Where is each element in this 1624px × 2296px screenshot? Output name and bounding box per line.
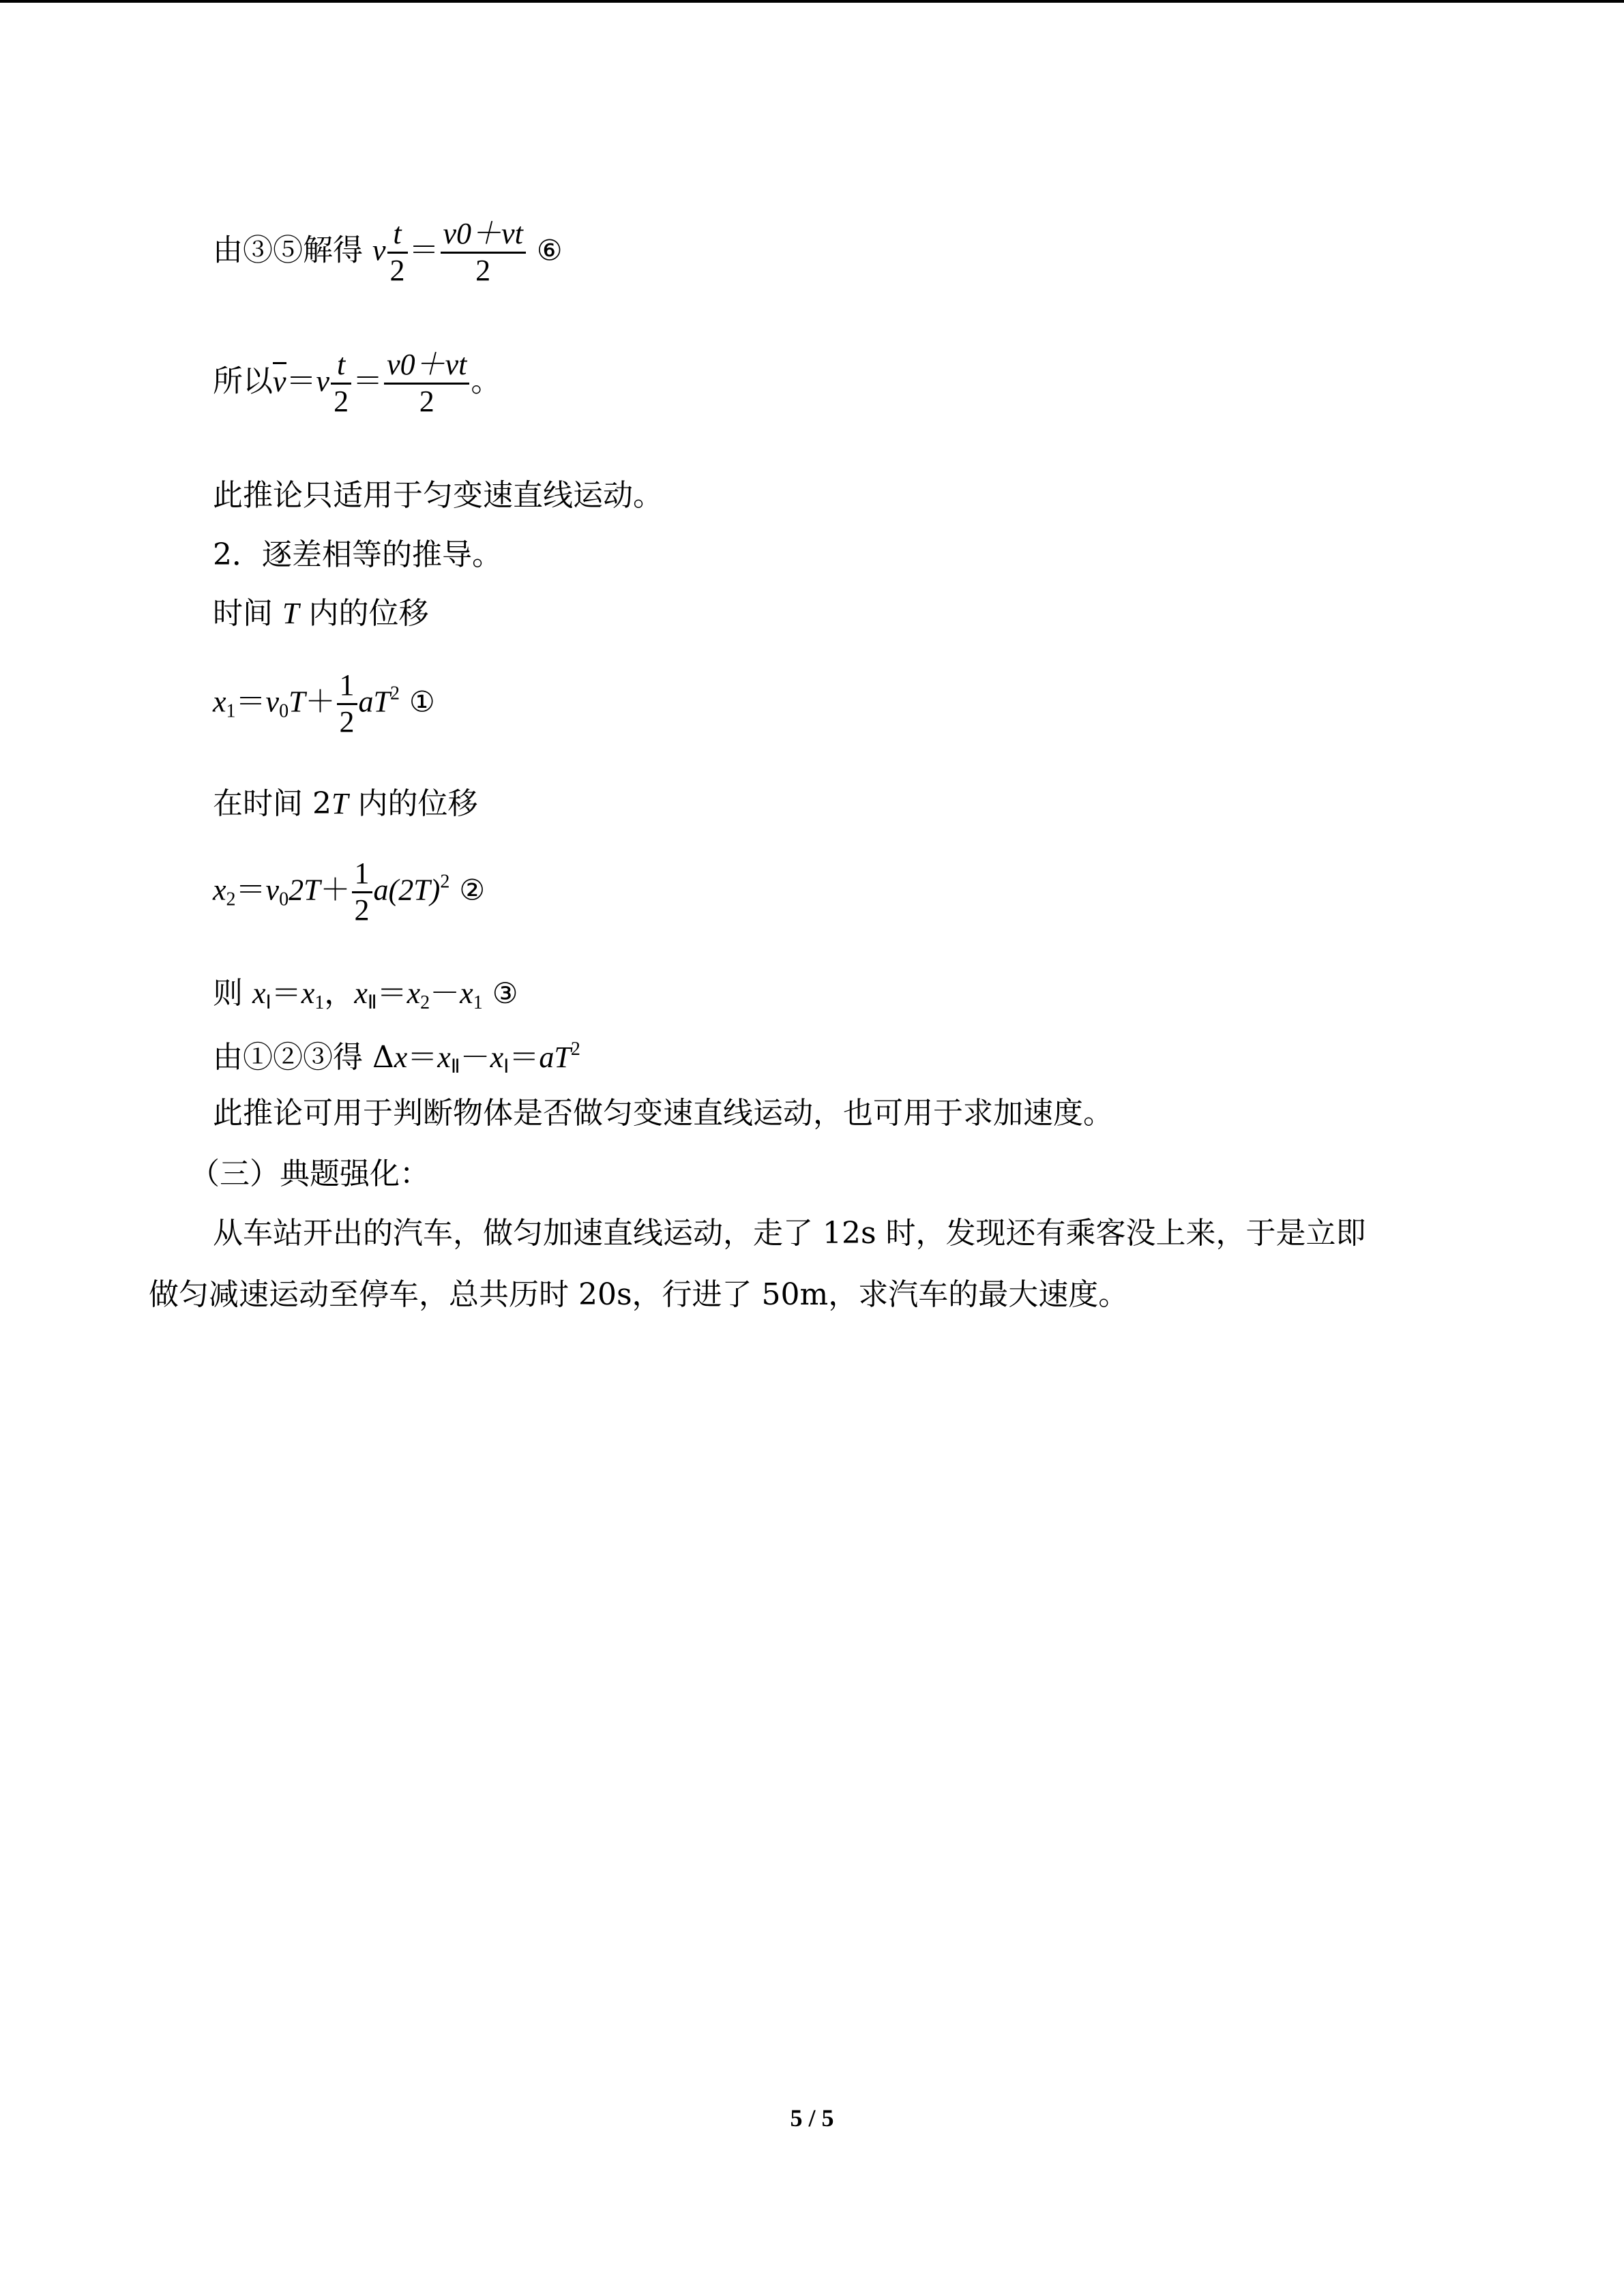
equation-tag: ⑥ (536, 233, 563, 267)
v-bar: v (273, 362, 286, 397)
note-2: 此推论可用于判断物体是否做匀变速直线运动，也可用于求加速度。 (213, 1096, 1113, 1131)
equation-average-velocity: 所以v＝v $\frac{t}{2}$ ＝ $\frac{v0+vt}{2}$ 。 (213, 348, 501, 418)
equation-tag: ② (459, 873, 485, 907)
equation-xI-xII: 则 $x_Ⅰ=x_1$，$x_Ⅱ=x_2-x_1$ ③ (213, 976, 518, 1013)
equation-tag: ③ (492, 976, 518, 1010)
problem-line-2: 做匀减速运动至停车，总共历时 20s，行进了 50m，求汽车的最大速度。 (149, 1277, 1129, 1312)
problem-line-1: 从车站开出的汽车，做匀加速直线运动，走了 12s 时，发现还有乘客没上来，于是立即 (213, 1216, 1366, 1251)
equation-x1: $x_1=v_0T+$ $\frac{1}{2}$ $aT^2$ ① (213, 668, 435, 739)
text-displacement-2T: 在时间 2T 内的位移 (213, 786, 478, 821)
page-number: 5 / 5 (790, 2104, 834, 2132)
heading-3: （三）典题强化： (190, 1157, 430, 1191)
note-1: 此推论只适用于匀变速直线运动。 (213, 478, 663, 513)
fraction-v0-plus-vt-over-2: $\frac{v0+vt}{2}$ (384, 348, 469, 419)
equation-x2: $x_2=v_02T+$ $\frac{1}{2}$ $a(2T)^2$ ② (213, 856, 485, 927)
heading-2: 2．逐差相等的推导。 (213, 537, 502, 572)
fraction-one-half: $\frac{1}{2}$ (352, 856, 372, 927)
fraction-one-half: $\frac{1}{2}$ (337, 668, 357, 739)
text-displacement-T: 时间 T 内的位移 (213, 596, 429, 631)
equation-prefix: 由③⑤解得 (213, 233, 363, 268)
equation-6: 由③⑤解得 v $\frac{t}{2}$ ＝ $\frac{v0+vt}{2}$ ⑥ (213, 217, 563, 287)
page-top-border (0, 0, 1624, 3)
variable-v: v (372, 233, 386, 267)
equation-tag: ① (409, 685, 435, 719)
fraction-t-over-2: $\frac{t}{2}$ (387, 217, 408, 288)
equation-delta-x: 由①②③得 $\Delta x=x_Ⅱ-x_Ⅰ=aT^2$ (213, 1039, 580, 1077)
equation-prefix: 所以 (213, 363, 273, 399)
fraction-t-over-2: $\frac{t}{2}$ (331, 348, 351, 419)
fraction-v0-plus-vt-over-2: $\frac{v0+vt}{2}$ (441, 217, 526, 288)
